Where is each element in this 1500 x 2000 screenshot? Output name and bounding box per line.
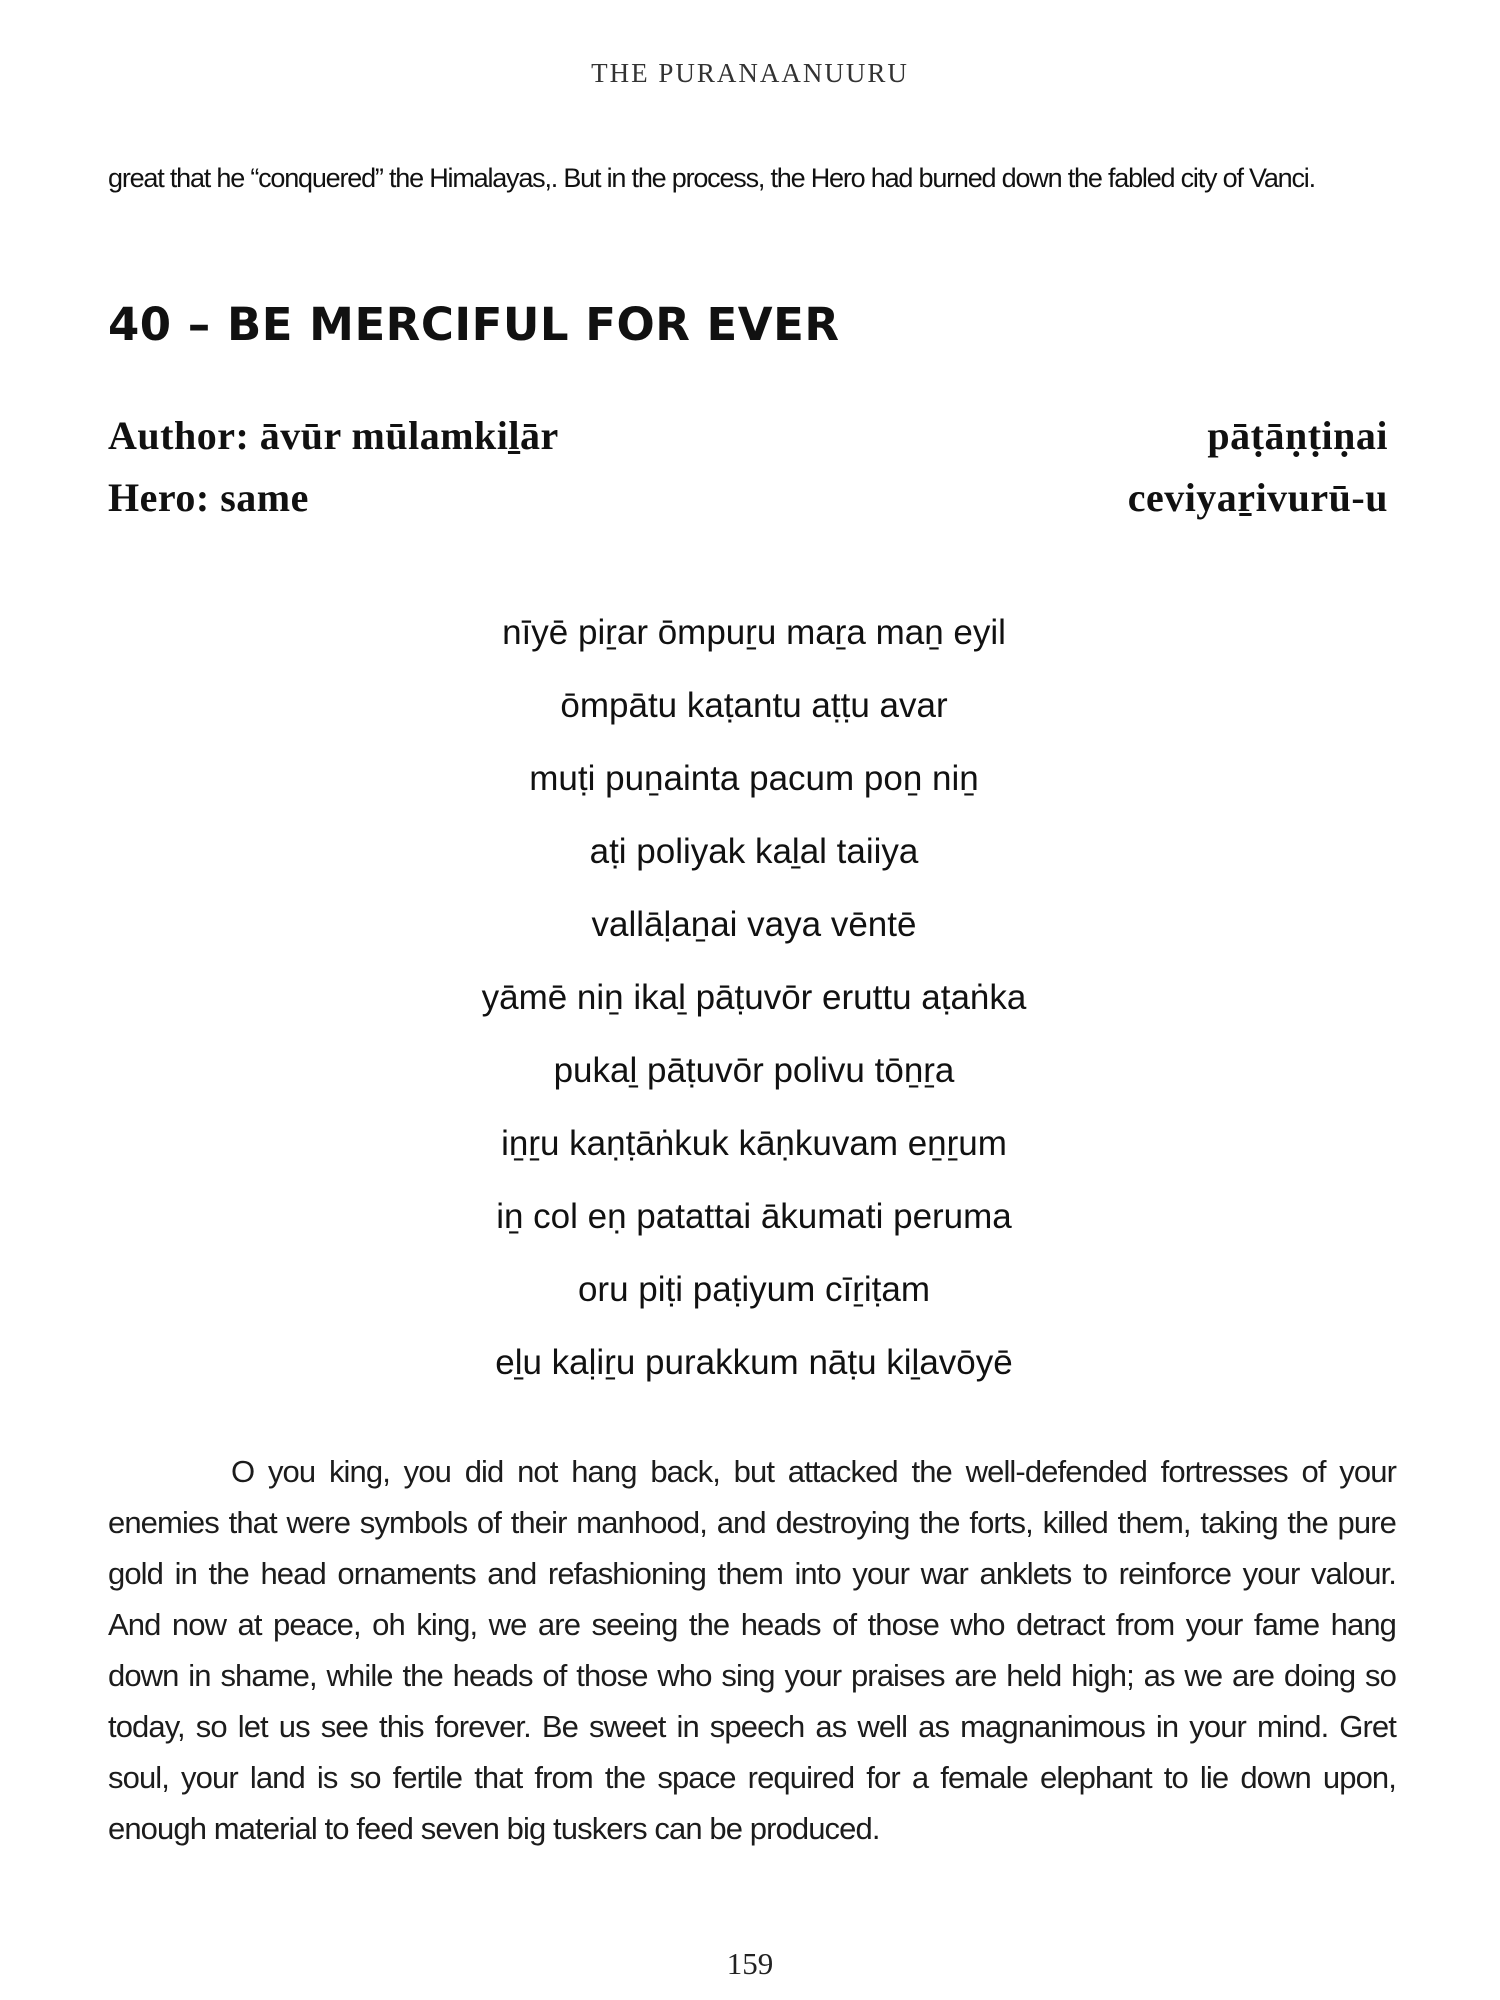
verse-line: iṉ col eṇ patattai ākumati peruma bbox=[496, 1197, 1012, 1236]
verse-line: aṭi poliyak kaḻal taiiya bbox=[589, 832, 919, 871]
section-title: 40 – BE MERCIFUL FOR EVER bbox=[108, 298, 840, 351]
verse-line: nīyē piṟar ōmpuṟu maṟa maṉ eyil bbox=[502, 613, 1006, 652]
verse-line: muṭi puṉainta pacum poṉ niṉ bbox=[529, 759, 979, 798]
author-row bbox=[108, 412, 1388, 459]
author-label: Author: āvūr mūlamkiḻār bbox=[108, 413, 559, 458]
intro-paragraph: great that he “conquered” the Himalayas,. But in the process, the Hero had burned down the fabled city of Vanci. bbox=[108, 163, 1315, 193]
verse-line: eḻu kaḷiṟu purakkum nāṭu kiḻavōyē bbox=[495, 1343, 1013, 1382]
hero-turai: ceviyaṟivurū-u bbox=[1127, 475, 1388, 520]
verse-line: iṉṟu kaṇṭāṅkuk kāṇkuvam eṉṟum bbox=[501, 1124, 1007, 1163]
verse-line: oru piṭi paṭiyum cīṟiṭam bbox=[577, 1270, 931, 1309]
hero-label: Hero: same bbox=[108, 475, 309, 520]
author-thinai: pāṭāṇṭiṇai bbox=[1207, 413, 1388, 458]
verse-list bbox=[0, 612, 1500, 1415]
running-header: THE PURANAANUURU bbox=[591, 58, 909, 88]
page-number: 159 bbox=[726, 1946, 774, 1981]
verse-line: ōmpātu kaṭantu aṭṭu avar bbox=[560, 686, 948, 725]
translation-paragraph: O you king, you did not hang back, but attacked the well-defended fortresses of your enemies that were symbols of their manhood, and destroying the forts, killed them, taking the pure gold in the head ornaments and refashioning them into your war anklets to reinforce your valour. And now at peace, oh king, we are seeing the heads of those who detract from your fame hang down in shame, while the heads of those who sing your praises are held high; as we are doing so today, so let us see this forever. Be sweet in speech as well as magnanimous in your mind. Gret soul, your land is so fertile that from the space required for a female elephant to lie down upon, enough material to feed seven big tuskers can be produced. bbox=[108, 1454, 1396, 1846]
hero-row bbox=[108, 474, 1388, 521]
verse-line: pukaḻ pāṭuvōr polivu tōṉṟa bbox=[553, 1051, 955, 1090]
verse-line: yāmē niṉ ikaḻ pāṭuvōr eruttu aṭaṅka bbox=[481, 978, 1027, 1017]
verse-line: vallāḷaṉai vaya vēntē bbox=[591, 905, 917, 944]
